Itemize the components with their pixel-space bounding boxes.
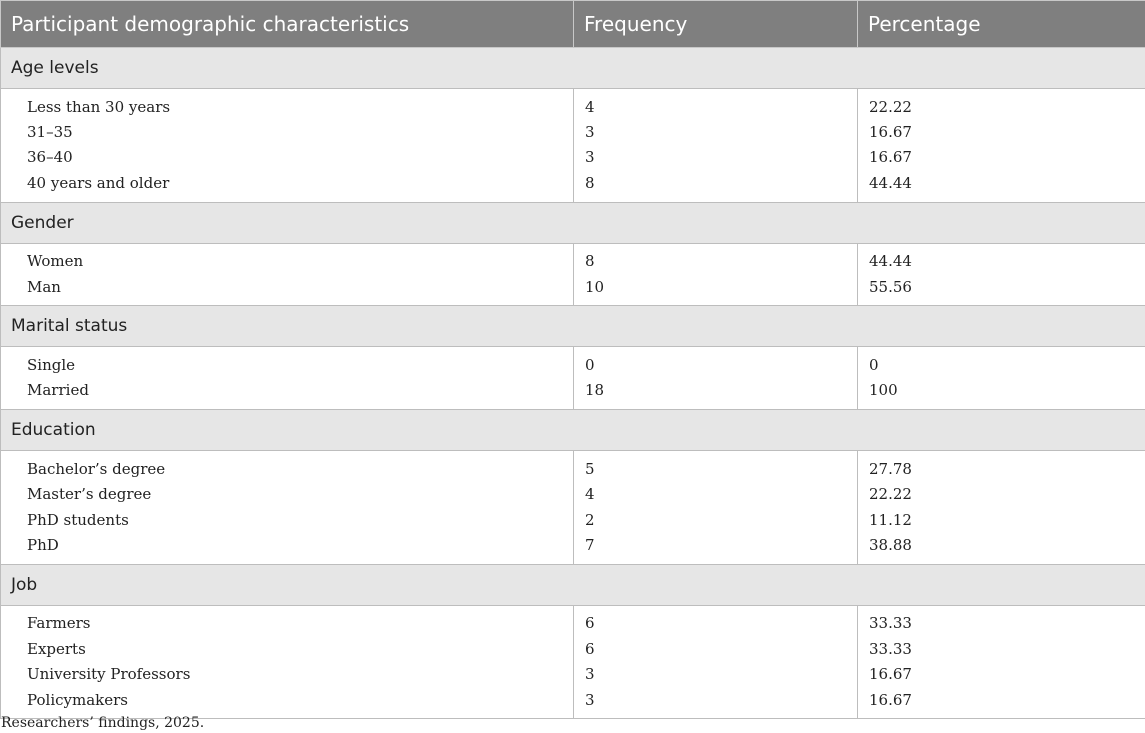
table-row [1, 482, 1145, 507]
row-label: Women [1, 243, 574, 274]
table-row [1, 605, 1145, 636]
row-frequency: 0 [574, 347, 858, 378]
header-percentage: Percentage [858, 1, 1145, 48]
row-label: 36–40 [1, 145, 574, 170]
section-row [1, 564, 1145, 605]
row-percentage: 16.67 [858, 661, 1145, 686]
row-frequency: 7 [574, 532, 858, 564]
table-row [1, 145, 1145, 170]
row-label: 31–35 [1, 119, 574, 144]
row-percentage: 16.67 [858, 687, 1145, 719]
row-percentage: 22.22 [858, 482, 1145, 507]
row-frequency: 10 [574, 274, 858, 306]
row-percentage: 11.12 [858, 507, 1145, 532]
row-percentage: 16.67 [858, 119, 1145, 144]
row-frequency: 4 [574, 482, 858, 507]
row-frequency: 8 [574, 170, 858, 202]
row-frequency: 4 [574, 89, 858, 120]
header-characteristics: Participant demographic characteristics [1, 1, 574, 48]
table-row [1, 274, 1145, 306]
row-label: PhD [1, 532, 574, 564]
row-frequency: 18 [574, 378, 858, 410]
row-label: Policymakers [1, 687, 574, 719]
row-frequency: 3 [574, 687, 858, 719]
header-frequency: Frequency [574, 1, 858, 48]
section-row [1, 410, 1145, 451]
table-body [1, 48, 1145, 719]
row-label: Farmers [1, 605, 574, 636]
table-row [1, 661, 1145, 686]
table-row [1, 243, 1145, 274]
table-row [1, 347, 1145, 378]
row-label: PhD students [1, 507, 574, 532]
row-label: 40 years and older [1, 170, 574, 202]
row-frequency: 6 [574, 605, 858, 636]
row-frequency: 6 [574, 636, 858, 661]
table-row [1, 636, 1145, 661]
row-label: Married [1, 378, 574, 410]
row-label: University Professors [1, 661, 574, 686]
row-frequency: 3 [574, 119, 858, 144]
row-percentage: 33.33 [858, 605, 1145, 636]
row-percentage: 27.78 [858, 451, 1145, 482]
section-title: Marital status [1, 306, 1145, 347]
section-row [1, 306, 1145, 347]
table-row [1, 532, 1145, 564]
row-frequency: 2 [574, 507, 858, 532]
section-row [1, 202, 1145, 243]
section-title: Job [1, 564, 1145, 605]
row-percentage: 0 [858, 347, 1145, 378]
row-label: Experts [1, 636, 574, 661]
section-title: Education [1, 410, 1145, 451]
row-frequency: 3 [574, 145, 858, 170]
table-footnote: Researchers’ findings, 2025. [1, 715, 205, 731]
row-label: Master’s degree [1, 482, 574, 507]
row-percentage: 16.67 [858, 145, 1145, 170]
table-row [1, 119, 1145, 144]
row-frequency: 8 [574, 243, 858, 274]
row-percentage: 55.56 [858, 274, 1145, 306]
table-row [1, 687, 1145, 719]
row-label: Bachelor’s degree [1, 451, 574, 482]
row-percentage: 33.33 [858, 636, 1145, 661]
table-row [1, 451, 1145, 482]
row-percentage: 44.44 [858, 243, 1145, 274]
row-percentage: 100 [858, 378, 1145, 410]
header-row [1, 1, 1145, 48]
row-label: Less than 30 years [1, 89, 574, 120]
table-row [1, 507, 1145, 532]
row-frequency: 5 [574, 451, 858, 482]
row-label: Man [1, 274, 574, 306]
section-title: Age levels [1, 48, 1145, 89]
section-title: Gender [1, 202, 1145, 243]
row-label: Single [1, 347, 574, 378]
row-percentage: 22.22 [858, 89, 1145, 120]
table-header [1, 1, 1145, 48]
table-row [1, 89, 1145, 120]
table-row [1, 378, 1145, 410]
section-row [1, 48, 1145, 89]
row-percentage: 38.88 [858, 532, 1145, 564]
row-frequency: 3 [574, 661, 858, 686]
table-row [1, 170, 1145, 202]
row-percentage: 44.44 [858, 170, 1145, 202]
